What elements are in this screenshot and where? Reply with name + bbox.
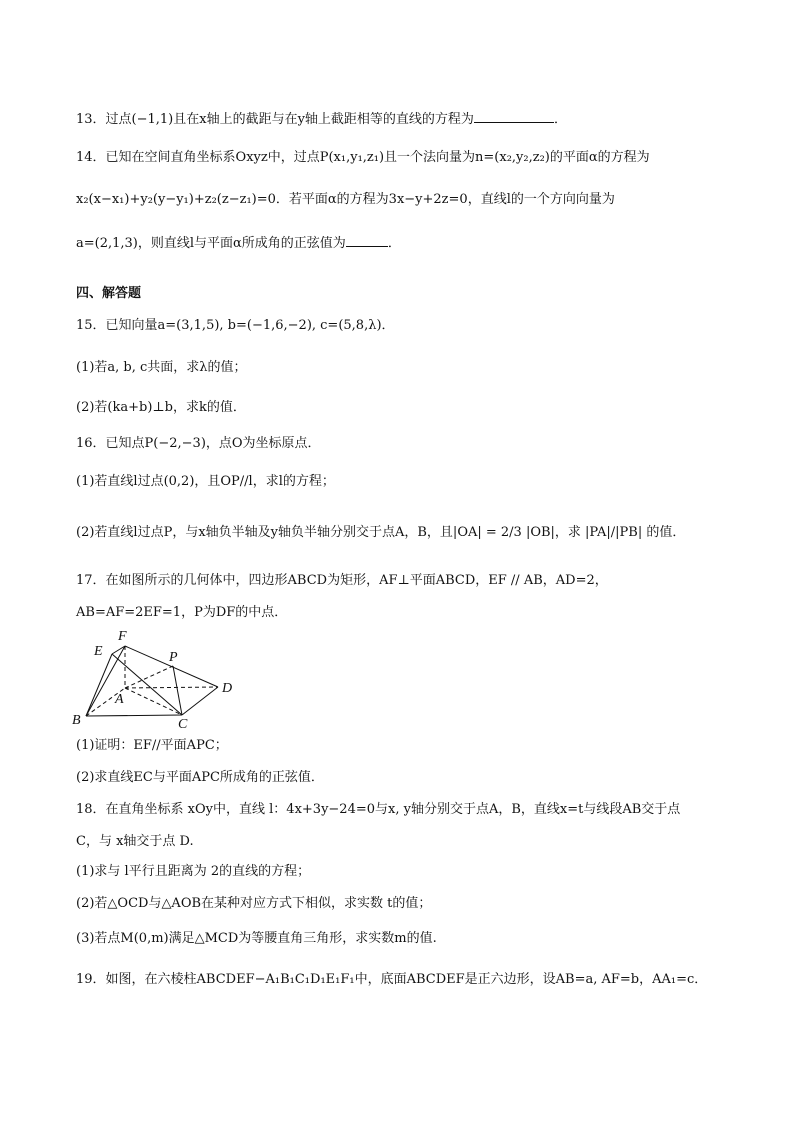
question-16-stem: 16．已知点P(−2,−3)，点O为坐标原点． — [76, 436, 321, 451]
edge-bc — [86, 715, 182, 716]
label-d: D — [222, 681, 233, 696]
question-14-line-1: 14．已知在空间直角坐标系Oxyz中，过点P(x₁,y₁,z₁)且一个法向量为n=(x₂,y₂,z₂)的平面α的方程为 — [76, 150, 650, 165]
edge-ac — [125, 688, 182, 715]
edge-pc — [173, 666, 182, 715]
label-f: F — [118, 629, 127, 644]
question-14-line-3: a=(2,1,3)，则直线l与平面α所成角的正弦值为 ． — [76, 232, 401, 254]
label-b: B — [72, 713, 81, 728]
question-17-stem-2: AB=AF=2EF=1，P为DF的中点． — [76, 605, 288, 620]
label-p: P — [169, 650, 178, 665]
section-heading: 四、解答题 — [76, 286, 142, 301]
question-16-part-2: (2)若直线l过点P，与x轴负半轴及y轴负半轴分别交于点A，B，且|OA| = 2/3 |OB|，求 |PA|/|PB| 的值． — [76, 525, 686, 540]
edge-ap — [125, 666, 173, 688]
question-13: 13．过点(−1,1)且在x轴上的截距与在y轴上截距相等的直线的方程为 ． — [76, 108, 567, 130]
geometry-figure — [70, 626, 240, 730]
question-18-stem-2: C，与 x轴交于点 D. — [76, 834, 194, 849]
label-e: E — [94, 644, 103, 659]
question-16-part-1: (1)若直线l过点(0,2)，且OP//l，求l的方程； — [76, 474, 335, 489]
question-17-part-1: (1)证明：EF//平面APC； — [76, 738, 228, 753]
edge-ad — [125, 687, 218, 688]
question-14-line-2: x₂(x−x₁)+y₂(y−y₁)+z₂(z−z₁)=0．若平面α的方程为3x−y+2z=0，直线l的一个方向向量为 — [76, 192, 615, 207]
question-15-part-2: (2)若(ka+b)⊥b，求k的值． — [76, 400, 246, 415]
question-15-part-1: (1)若a, b, c共面，求λ的值； — [76, 360, 247, 375]
question-18-part-1: (1)求与 l平行且距离为 2的直线的方程； — [76, 864, 311, 879]
answer-blank-14[interactable] — [346, 232, 388, 247]
question-18-part-2: (2)若△OCD与△AOB在某种对应方式下相似，求实数 t的值； — [76, 896, 432, 911]
question-15-stem: 15．已知向量a=(3,1,5), b=(−1,6,−2), c=(5,8,λ)． — [76, 318, 395, 333]
question-13-text: 13．过点(−1,1)且在x轴上的截距与在y轴上截距相等的直线的方程为 — [76, 112, 474, 127]
question-17-stem-1: 17．在如图所示的几何体中，四边形ABCD为矩形，AF⊥平面ABCD，EF // AB，AD=2， — [76, 573, 608, 588]
question-18-part-3: (3)若点M(0,m)满足△MCD为等腰直角三角形，求实数m的值. — [76, 931, 437, 946]
edge-cd — [182, 687, 218, 715]
label-c: C — [178, 717, 188, 730]
question-17-part-2: (2)求直线EC与平面APC所成角的正弦值． — [76, 770, 324, 785]
answer-blank-13[interactable] — [474, 108, 554, 123]
question-18-stem-1: 18．在直角坐标系 xOy中，直线 l：4x+3y−24=0与x, y轴分别交于点A，B，直线x=t与线段AB交于点 — [76, 802, 681, 817]
question-19-stem: 19．如图，在六棱柱ABCDEF−A₁B₁C₁D₁E₁F₁中，底面ABCDEF是正六边形，设AB=a, AF=b，AA₁=c． — [76, 972, 708, 987]
label-a: A — [115, 692, 124, 707]
